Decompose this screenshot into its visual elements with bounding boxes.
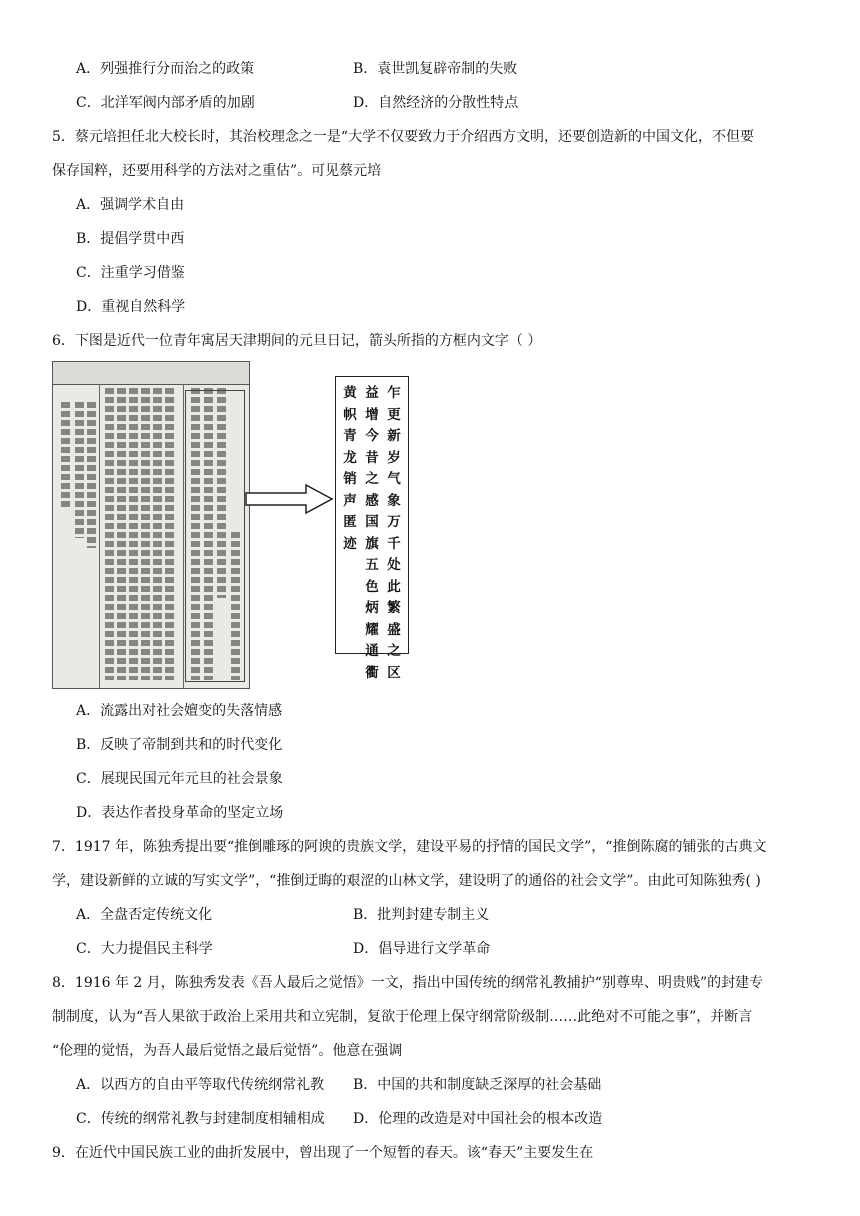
excerpt-column-1: 乍更新岁气象万千处此繁盛之区: [387, 385, 401, 681]
q8-option-d[interactable]: D．伦理的改造是对中国社会的根本改造: [353, 1111, 603, 1127]
q4-option-b[interactable]: B．袁世凯复辟帝制的失败: [353, 61, 518, 77]
excerpt-column-2: 益增今昔之感国旗五色炳耀通衢: [365, 385, 379, 681]
q7-option-d[interactable]: D．倡导进行文学革命: [353, 941, 491, 957]
diary-excerpt-box: [335, 376, 409, 681]
q5-stem-line-2: 保存国粹，还要用科学的方法对之重估”。可见蔡元培: [52, 163, 382, 179]
diary-text-column: [61, 402, 70, 508]
q4-option-c[interactable]: C．北洋军阀内部矛盾的加剧: [76, 95, 255, 111]
q9-stem: 9．在近代中国民族工业的曲折发展中，曾出现了一个短暂的春天。该“春天”主要发生在: [52, 1145, 594, 1161]
q5-option-d[interactable]: D．重视自然科学: [76, 299, 186, 315]
q8-stem-line-2: 制制度，认为“吾人果欲于政治上采用共和立宪制，复欲于伦理上保守纲常阶级制……此绝对不可能之事”，并断言: [52, 1009, 753, 1025]
q6-stem: 6．下图是近代一位青年寓居天津期间的元旦日记，箭头所指的方框内文字（ ）: [52, 333, 542, 349]
q8-option-a[interactable]: A．以西方的自由平等取代传统纲常礼教: [76, 1077, 325, 1093]
q6-option-b[interactable]: B．反映了帝制到共和的时代变化: [76, 737, 283, 753]
diary-rule: [183, 384, 184, 688]
right-arrow-icon: [244, 483, 336, 515]
diary-image: [52, 361, 250, 689]
q7-option-c[interactable]: C．大力提倡民主科学: [76, 941, 213, 957]
q6-option-d[interactable]: D．表达作者投身革命的坚定立场: [76, 805, 284, 821]
diary-header-band: [53, 362, 249, 385]
diary-text-column: [117, 388, 126, 680]
q4-option-a[interactable]: A．列强推行分而治之的政策: [76, 61, 255, 77]
diary-text-column: [129, 388, 138, 680]
q5-stem-line-1: 5．蔡元培担任北大校长时，其治校理念之一是“大学不仅要致力于介绍西方文明，还要创造新的中国文化，不但要: [52, 129, 755, 145]
q6-option-c[interactable]: C．展现民国元年元旦的社会景象: [76, 771, 283, 787]
q5-option-c[interactable]: C．注重学习借鉴: [76, 265, 185, 281]
q7-option-a[interactable]: A．全盘否定传统文化: [76, 907, 213, 923]
q7-stem-line-2: 学，建设新鲜的立诚的写实文学”，“推倒迂晦的艰涩的山林文学，建设明了的通俗的社会文学”。由此可知陈独秀( ): [52, 873, 761, 889]
q8-option-b[interactable]: B．中国的共和制度缺乏深厚的社会基础: [353, 1077, 602, 1093]
q8-stem-line-3: “伦理的觉悟，为吾人最后觉悟之最后觉悟”。他意在强调: [52, 1043, 403, 1059]
q6-option-a[interactable]: A．流露出对社会嬗变的失落情感: [76, 703, 283, 719]
q7-stem-line-1: 7．1917 年，陈独秀提出要“推倒雕琢的阿谀的贵族文学，建设平易的抒情的国民文学”，“推倒陈腐的铺张的古典文: [52, 839, 767, 855]
diary-text-column: [75, 402, 84, 538]
diary-text-column: [105, 388, 114, 680]
diary-text-column: [153, 388, 162, 680]
q8-stem-line-1: 8．1916 年 2 月，陈独秀发表《吾人最后之觉悟》一文，指出中国传统的纲常礼教捕护“别尊卑、明贵贱”的封建专: [52, 975, 764, 991]
q5-option-a[interactable]: A．强调学术自由: [76, 197, 185, 213]
diary-rule: [99, 384, 100, 688]
diary-text-column: [141, 388, 150, 680]
q7-option-b[interactable]: B．批判封建专制主义: [353, 907, 490, 923]
q5-option-b[interactable]: B．提倡学贯中西: [76, 231, 185, 247]
q4-option-d[interactable]: D．自然经济的分散性特点: [353, 95, 519, 111]
diary-highlight-frame: [185, 390, 245, 682]
diary-text-column: [87, 402, 96, 548]
excerpt-column-3: 黄帜青龙销声匿迹: [343, 385, 357, 552]
diary-text-column: [165, 388, 174, 680]
q8-option-c[interactable]: C．传统的纲常礼教与封建制度相辅相成: [76, 1111, 325, 1127]
